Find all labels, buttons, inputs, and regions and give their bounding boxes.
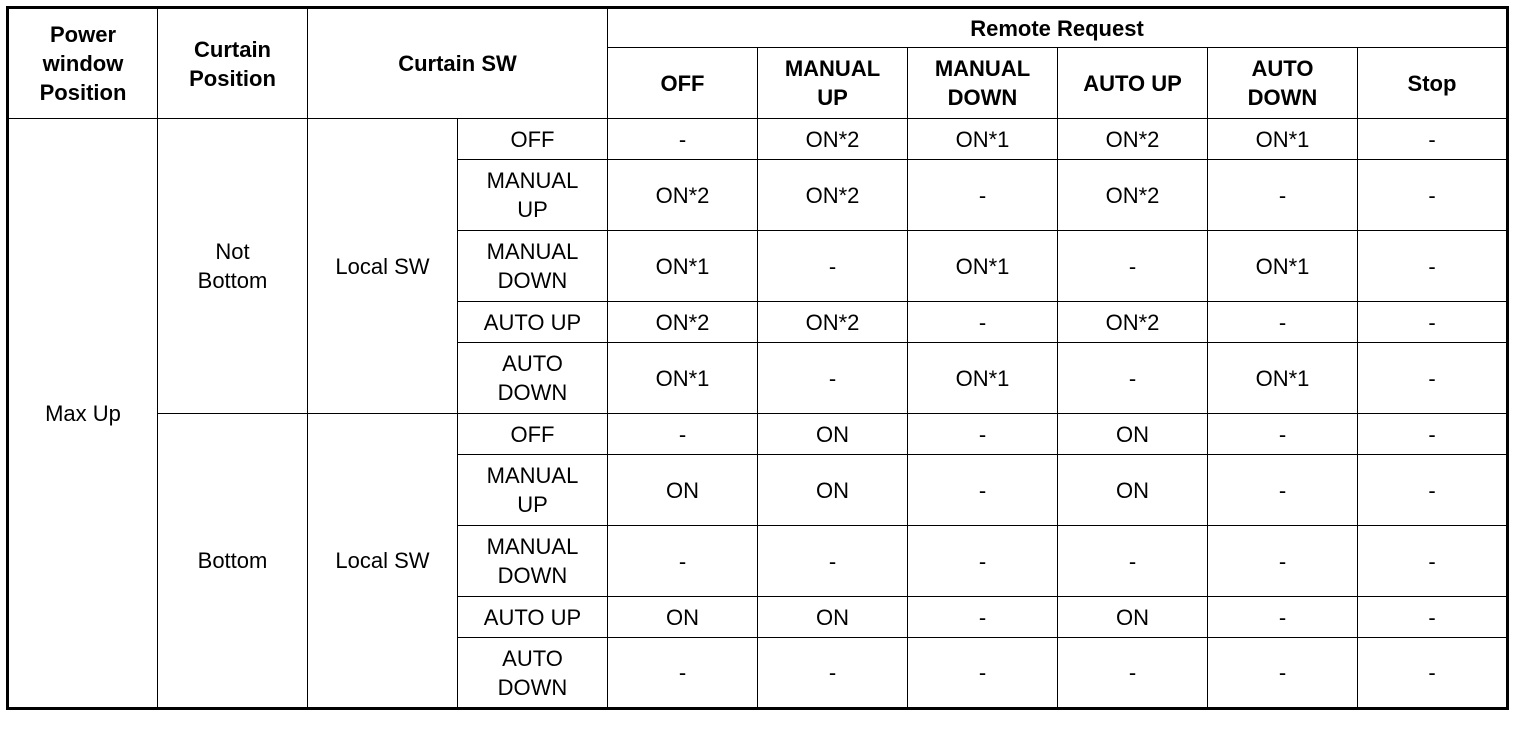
table-row xyxy=(8,119,1508,160)
local-sw-label: OFF xyxy=(458,414,608,455)
table-cell: - xyxy=(1208,302,1358,343)
local-sw-label: AUTO UP xyxy=(458,597,608,638)
table-cell: ON xyxy=(1058,597,1208,638)
header-remote-off: OFF xyxy=(608,48,758,119)
table-cell: - xyxy=(908,597,1058,638)
power-window-value: Max Up xyxy=(8,119,158,709)
table-cell: ON xyxy=(1058,414,1208,455)
table-cell: - xyxy=(1058,638,1208,709)
table-cell: - xyxy=(1358,638,1508,709)
table-cell: - xyxy=(908,638,1058,709)
local-sw-label: AUTO DOWN xyxy=(458,343,608,414)
curtain-position-value: Bottom xyxy=(158,414,308,709)
table-cell: ON*1 xyxy=(908,231,1058,302)
header-remote-manual-up: MANUAL UP xyxy=(758,48,908,119)
local-sw-label: MANUAL UP xyxy=(458,455,608,526)
table-cell: ON*1 xyxy=(1208,343,1358,414)
table-cell: ON xyxy=(1058,455,1208,526)
table-cell: - xyxy=(908,455,1058,526)
table-cell: ON*2 xyxy=(758,160,908,231)
local-sw-label: OFF xyxy=(458,119,608,160)
header-remote-stop: Stop xyxy=(1358,48,1508,119)
table-cell: - xyxy=(608,526,758,597)
table-cell: - xyxy=(758,638,908,709)
curtain-position-value: Not Bottom xyxy=(158,119,308,414)
table-cell: - xyxy=(908,302,1058,343)
table-cell: - xyxy=(1208,414,1358,455)
table-cell: ON*1 xyxy=(908,343,1058,414)
table-cell: ON*2 xyxy=(608,302,758,343)
table-cell: ON*1 xyxy=(1208,231,1358,302)
table-cell: - xyxy=(758,343,908,414)
table-cell: - xyxy=(908,414,1058,455)
table-cell: - xyxy=(1358,119,1508,160)
table-cell: - xyxy=(1058,231,1208,302)
local-sw-label: MANUAL DOWN xyxy=(458,526,608,597)
header-power-window-position: Power window Position xyxy=(8,8,158,119)
table-cell: - xyxy=(1358,302,1508,343)
table-cell: ON*2 xyxy=(608,160,758,231)
table-cell: ON xyxy=(608,597,758,638)
table-cell: ON*2 xyxy=(1058,119,1208,160)
local-sw-label: MANUAL UP xyxy=(458,160,608,231)
header-remote-auto-down: AUTO DOWN xyxy=(1208,48,1358,119)
table-cell: - xyxy=(1208,455,1358,526)
local-sw-label: MANUAL DOWN xyxy=(458,231,608,302)
table-cell: - xyxy=(1358,526,1508,597)
header-curtain-sw: Curtain SW xyxy=(308,8,608,119)
table-cell: ON*1 xyxy=(608,343,758,414)
table-cell: ON xyxy=(758,597,908,638)
table-cell: - xyxy=(1358,231,1508,302)
table-cell: - xyxy=(1358,343,1508,414)
switch-logic-table xyxy=(6,6,1509,710)
table-cell: - xyxy=(1358,455,1508,526)
table-cell: - xyxy=(908,526,1058,597)
table-cell: - xyxy=(758,231,908,302)
table-cell: ON*1 xyxy=(1208,119,1358,160)
table-cell: - xyxy=(908,160,1058,231)
table-row xyxy=(8,414,1508,455)
table-cell: ON*2 xyxy=(1058,160,1208,231)
table-cell: - xyxy=(1358,414,1508,455)
table-cell: - xyxy=(1058,343,1208,414)
header-curtain-position: Curtain Position xyxy=(158,8,308,119)
table-cell: ON*2 xyxy=(758,119,908,160)
table-cell: - xyxy=(1208,638,1358,709)
table-cell: - xyxy=(1358,160,1508,231)
table-cell: - xyxy=(1358,597,1508,638)
header-row-top xyxy=(8,8,1508,48)
table-cell: ON xyxy=(608,455,758,526)
table-cell: ON*2 xyxy=(1058,302,1208,343)
local-sw-label: AUTO DOWN xyxy=(458,638,608,709)
header-remote-request: Remote Request xyxy=(608,8,1508,48)
table-cell: - xyxy=(758,526,908,597)
table-cell: ON*1 xyxy=(908,119,1058,160)
table-cell: ON xyxy=(758,414,908,455)
table-cell: - xyxy=(1208,160,1358,231)
table-cell: - xyxy=(608,119,758,160)
table-cell: - xyxy=(608,638,758,709)
header-remote-manual-down: MANUAL DOWN xyxy=(908,48,1058,119)
table-cell: - xyxy=(1058,526,1208,597)
table-cell: ON*1 xyxy=(608,231,758,302)
table-cell: - xyxy=(1208,526,1358,597)
table-cell: - xyxy=(1208,597,1358,638)
local-sw-label: AUTO UP xyxy=(458,302,608,343)
curtain-sw-value: Local SW xyxy=(308,414,458,709)
table-cell: - xyxy=(608,414,758,455)
header-remote-auto-up: AUTO UP xyxy=(1058,48,1208,119)
table-cell: ON xyxy=(758,455,908,526)
table-cell: ON*2 xyxy=(758,302,908,343)
curtain-sw-value: Local SW xyxy=(308,119,458,414)
